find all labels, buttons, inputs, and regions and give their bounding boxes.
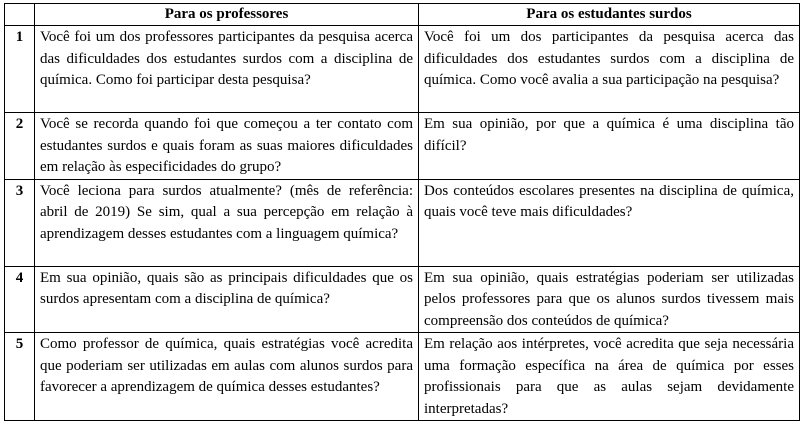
header-corner-cell [5,4,35,26]
table-row [5,179,800,266]
professor-question: Você foi um dos professores participantes da pesquisa acerca das dificuldades dos estudantes surdos com a disciplina de química. Como foi participar desta pesquisa? [35,26,419,113]
table-row [5,113,800,180]
row-number: 2 [5,113,35,180]
professor-question: Em sua opinião, quais são as principais dificuldades que os surdos apresentam com a disciplina de química? [35,266,419,333]
student-question: Em sua opinião, quais estratégias poderiam ser utilizadas pelos professores para que os alunos surdos tivessem mais compreensão dos conteúdos de química? [419,266,800,333]
table-row [5,333,800,421]
row-number: 3 [5,179,35,266]
row-number: 1 [5,26,35,113]
questions-table [4,3,800,421]
header-row [5,4,800,26]
student-question: Em sua opinião, por que a química é uma disciplina tão difícil? [419,113,800,180]
row-number: 4 [5,266,35,333]
professor-question: Você leciona para surdos atualmente? (mês de referência: abril de 2019) Se sim, qual a sua percepção em relação à aprendizagem desses estudantes com a linguagem química? [35,179,419,266]
professor-question: Você se recorda quando foi que começou a ter contato com estudantes surdos e quais foram as suas maiores dificuldades em relação às especificidades do grupo? [35,113,419,180]
table-row [5,266,800,333]
professor-question: Como professor de química, quais estratégias você acredita que poderiam ser utilizadas em aulas com alunos surdos para favorecer a aprendizagem de química desses estudantes? [35,333,419,421]
student-question: Em relação aos intérpretes, você acredita que seja necessária uma formação específica na área de química por esses profissionais para que as aulas sejam devidamente interpretadas? [419,333,800,421]
row-number: 5 [5,333,35,421]
table-row [5,26,800,113]
student-question: Você foi um dos participantes da pesquisa acerca das dificuldades dos estudantes surdos com a disciplina de química. Como você avalia a sua participação na pesquisa? [419,26,800,113]
student-question: Dos conteúdos escolares presentes na disciplina de química, quais você teve mais dificuldades? [419,179,800,266]
header-professors: Para os professores [35,4,419,26]
header-students: Para os estudantes surdos [419,4,800,26]
